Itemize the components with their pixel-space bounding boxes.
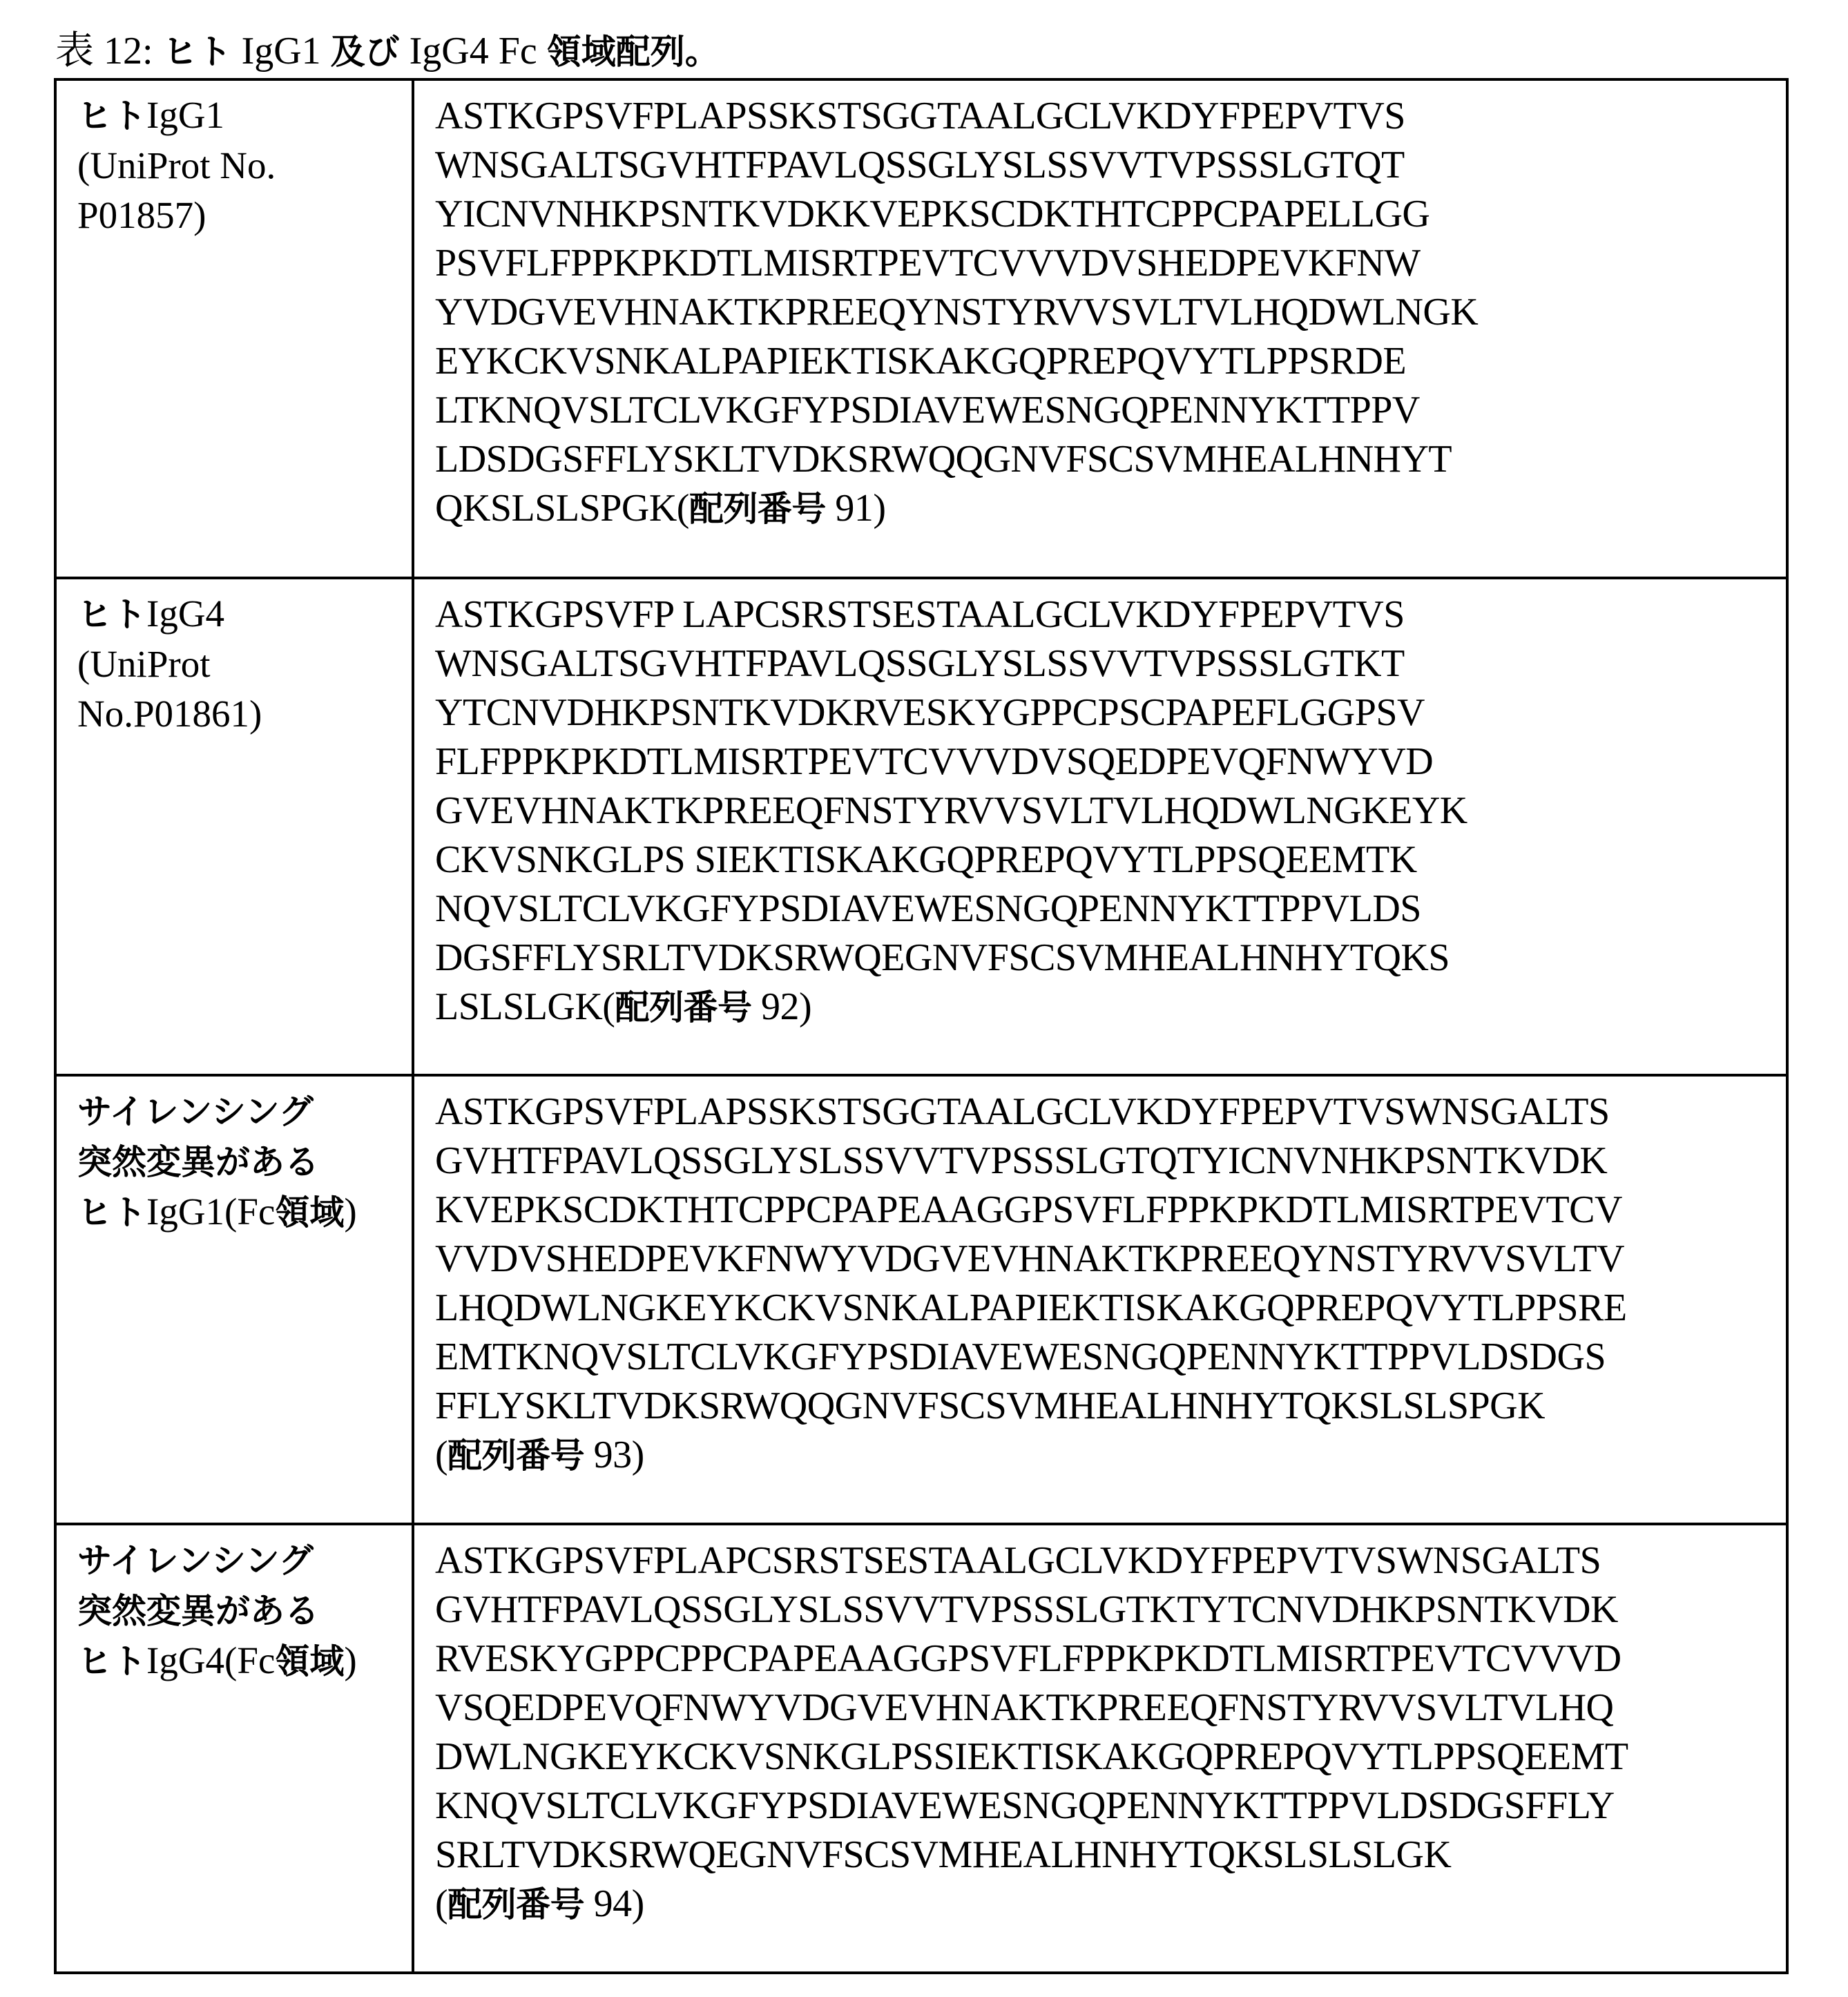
sequence-cell bbox=[413, 578, 1787, 1075]
antibody-label-cell bbox=[55, 1075, 413, 1524]
sequence-line: DWLNGKEYKCKVSNKGLPSSIEKTISKAKGQPREPQVYTLPPSQEEMT bbox=[435, 1735, 1628, 1778]
sequence-cell bbox=[413, 1075, 1787, 1524]
sequence-line: ASTKGPSVFPLAPSSKSTSGGTAALGCLVKDYFPEPVTVSWNSGALTS bbox=[435, 1090, 1610, 1133]
label-text: IgG4 bbox=[146, 592, 225, 635]
label-line bbox=[77, 689, 412, 739]
sequence-id-line: (配列番号 94) bbox=[435, 1882, 644, 1925]
seq-id-label: 配列番号 bbox=[689, 489, 826, 529]
fc-region-sequence-table bbox=[54, 78, 1789, 1974]
sequence-line-end: QKSLSLSPGK bbox=[435, 487, 677, 530]
label-text: (UniProt bbox=[77, 643, 211, 685]
label-jp-text: 突然変異がある bbox=[77, 1591, 319, 1631]
caption-igg1: IgG1 bbox=[231, 30, 331, 73]
label-jp-text: ヒト bbox=[77, 1193, 146, 1233]
label-line bbox=[77, 90, 412, 141]
sequence-line: YVDGVEVHNAKTKPREEQYNSTYRVVSVLTVLHQDWLNGK bbox=[435, 291, 1479, 334]
antibody-label bbox=[57, 81, 412, 240]
antibody-label bbox=[57, 579, 412, 739]
caption-prefix: 表 12: bbox=[55, 30, 163, 73]
label-jp-text: サイレンシング bbox=[77, 1541, 314, 1581]
label-jp-text: ヒト bbox=[77, 595, 146, 635]
sequence-line: ASTKGPSVFPLAPCSRSTSESTAALGCLVKDYFPEPVTVSWNSGALTS bbox=[435, 1539, 1601, 1582]
sequence-line: GVHTFPAVLQSSGLYSLSSVVTVPSSSLGTQTYICNVNHKPSNTKVDK bbox=[435, 1139, 1608, 1182]
label-line bbox=[77, 1137, 412, 1187]
label-line bbox=[77, 191, 412, 240]
label-line bbox=[77, 141, 412, 191]
table-caption bbox=[55, 26, 720, 77]
antibody-label-cell bbox=[55, 578, 413, 1075]
sequence-line: GVEVHNAKTKPREEQFNSTYRVVSVLTVLHQDWLNGKEYK bbox=[435, 789, 1467, 832]
antibody-label-cell bbox=[55, 79, 413, 578]
seq-id-number: 92 bbox=[760, 985, 799, 1028]
sequence-line: KNQVSLTCLVKGFYPSDIAVEWESNGQPENNYKTTPPVLDSDGSFFLY bbox=[435, 1784, 1615, 1827]
sequence-line: ASTKGPSVFPLAPSSKSTSGGTAALGCLVKDYFPEPVTVS bbox=[435, 95, 1405, 137]
sequence-cell bbox=[413, 1524, 1787, 1973]
caption-jp-human: ヒト bbox=[162, 32, 232, 72]
sequence-line: WNSGALTSGVHTFPAVLQSSGLYSLSSVVTVPSSSLGTKT bbox=[435, 642, 1405, 685]
label-line bbox=[77, 589, 412, 639]
seq-id-label: 配列番号 bbox=[447, 1436, 585, 1476]
sequence-id-line: LSLSLGK(配列番号 92) bbox=[435, 985, 812, 1028]
caption-jp-region-sequence: 領域配列。 bbox=[546, 32, 720, 72]
sequence-line: LDSDGSFFLYSKLTVDKSRWQQGNVFSCSVMHEALHNHYT bbox=[435, 438, 1452, 481]
sequence-line: ASTKGPSVFP LAPCSRSTSESTAALGCLVKDYFPEPVTVS bbox=[435, 593, 1405, 636]
sequence-id-line: (配列番号 93) bbox=[435, 1434, 644, 1476]
label-line bbox=[77, 1636, 412, 1686]
amino-acid-sequence bbox=[414, 1525, 1786, 1929]
sequence-line: KVEPKSCDKTHTCPPCPAPEAAGGPSVFLFPPKPKDTLMISRTPEVTCV bbox=[435, 1188, 1622, 1231]
table-row bbox=[55, 79, 1787, 578]
sequence-line: FLFPPKPKDTLMISRTPEVTCVVVDVSQEDPEVQFNWYVD bbox=[435, 740, 1434, 783]
label-line bbox=[77, 639, 412, 689]
sequence-line: EYKCKVSNKALPAPIEKTISKAKGQPREPQVYTLPPSRDE bbox=[435, 340, 1407, 383]
label-text: P01857) bbox=[77, 194, 206, 236]
sequence-line: DGSFFLYSRLTVDKSRWQEGNVFSCSVMHEALHNHYTQKS bbox=[435, 936, 1450, 979]
label-text: ) bbox=[344, 1639, 357, 1681]
sequence-line: LTKNQVSLTCLVKGFYPSDIAVEWESNGQPENNYKTTPPV bbox=[435, 389, 1420, 432]
label-jp-text: ヒト bbox=[77, 96, 146, 136]
sequence-line: NQVSLTCLVKGFYPSDIAVEWESNGQPENNYKTTPPVLDS bbox=[435, 887, 1421, 930]
sequence-line-end: LSLSLGK bbox=[435, 985, 603, 1028]
sequence-line: VSQEDPEVQFNWYVDGVEVHNAKTKPREEQFNSTYRVVSVLTVLHQ bbox=[435, 1686, 1614, 1729]
table-row bbox=[55, 1524, 1787, 1973]
table-row bbox=[55, 578, 1787, 1075]
table-row bbox=[55, 1075, 1787, 1524]
label-jp-text: サイレンシング bbox=[77, 1092, 314, 1132]
sequence-line: WNSGALTSGVHTFPAVLQSSGLYSLSSVVTVPSSSLGTQT bbox=[435, 144, 1405, 186]
label-text: (UniProt No. bbox=[77, 144, 276, 186]
antibody-label-cell bbox=[55, 1524, 413, 1973]
sequence-cell bbox=[413, 79, 1787, 578]
seq-id-label: 配列番号 bbox=[615, 987, 752, 1028]
sequence-line: EMTKNQVSLTCLVKGFYPSDIAVEWESNGQPENNYKTTPPVLDSDGS bbox=[435, 1335, 1606, 1378]
label-line bbox=[77, 1086, 412, 1137]
seq-id-number: 91 bbox=[835, 487, 874, 530]
caption-jp-and: 及び bbox=[330, 32, 400, 72]
label-text: ) bbox=[344, 1190, 357, 1233]
label-jp-text: 突然変異がある bbox=[77, 1142, 319, 1182]
sequence-line: LHQDWLNGKEYKCKVSNKALPAPIEKTISKAKGQPREPQVYTLPPSRE bbox=[435, 1286, 1627, 1329]
label-line bbox=[77, 1585, 412, 1636]
sequence-line: FFLYSKLTVDKSRWQQGNVFSCSVMHEALHNHYTQKSLSLSPGK bbox=[435, 1385, 1546, 1427]
seq-id-label: 配列番号 bbox=[447, 1884, 585, 1924]
label-text: No.P01861) bbox=[77, 693, 262, 735]
seq-id-number: 94 bbox=[593, 1882, 632, 1925]
label-jp-text: 領域 bbox=[275, 1641, 345, 1681]
label-line bbox=[77, 1187, 412, 1237]
sequence-id-line: QKSLSLSPGK(配列番号 91) bbox=[435, 487, 886, 530]
sequence-line: YTCNVDHKPSNTKVDKRVESKYGPPCPSCPAPEFLGGPSV bbox=[435, 691, 1425, 734]
sequence-line: CKVSNKGLPS SIEKTISKAKGQPREPQVYTLPPSQEEMTK bbox=[435, 838, 1417, 881]
label-line bbox=[77, 1535, 412, 1585]
sequence-line: YICNVNHKPSNTKVDKKVEPKSCDKTHTCPPCPAPELLGG bbox=[435, 193, 1430, 235]
sequence-line: GVHTFPAVLQSSGLYSLSSVVTVPSSSLGTKTYTCNVDHKPSNTKVDK bbox=[435, 1588, 1618, 1631]
sequence-line: SRLTVDKSRWQEGNVFSCSVMHEALHNHYTQKSLSLSLGK bbox=[435, 1833, 1452, 1876]
amino-acid-sequence bbox=[414, 1077, 1786, 1480]
caption-igg4-fc: IgG4 Fc bbox=[399, 30, 547, 73]
antibody-label bbox=[57, 1077, 412, 1237]
label-jp-text: ヒト bbox=[77, 1641, 146, 1681]
label-jp-text: 領域 bbox=[275, 1193, 345, 1233]
sequence-line: PSVFLFPPKPKDTLMISRTPEVTCVVVDVSHEDPEVKFNW bbox=[435, 242, 1421, 284]
amino-acid-sequence bbox=[414, 81, 1786, 534]
seq-id-number: 93 bbox=[593, 1434, 632, 1476]
sequence-line: VVDVSHEDPEVKFNWYVDGVEVHNAKTKPREEQYNSTYRVVSVLTV bbox=[435, 1237, 1625, 1280]
antibody-label bbox=[57, 1525, 412, 1686]
label-text: IgG1(Fc bbox=[146, 1190, 276, 1233]
label-text: IgG1 bbox=[146, 94, 225, 136]
sequence-line: RVESKYGPPCPPCPAPEAAGGPSVFLFPPKPKDTLMISRTPEVTCVVVD bbox=[435, 1637, 1621, 1680]
amino-acid-sequence bbox=[414, 579, 1786, 1032]
label-text: IgG4(Fc bbox=[146, 1639, 276, 1681]
